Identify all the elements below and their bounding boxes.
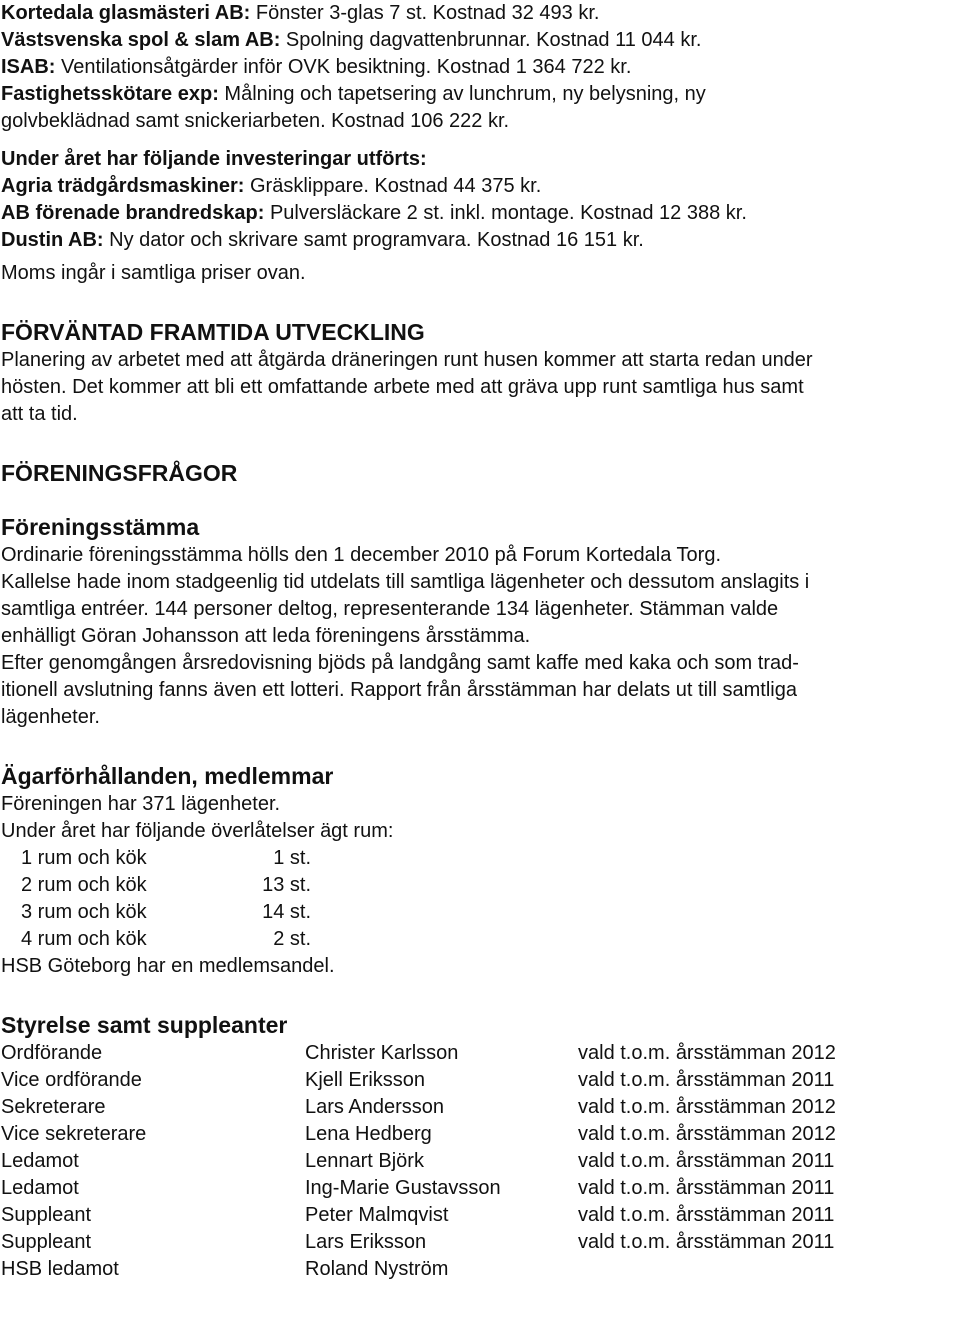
transfer-row: 4 rum och kök 2 st.	[21, 928, 311, 950]
cost-line: Fastighetsskötare exp: Målning och tapetsering av lunchrum, ny belysning, ny	[1, 83, 706, 105]
maintenance-costs	[1, 0, 957, 135]
paragraph-line: Ordinarie föreningsstämma hölls den 1 december 2010 på Forum Kortedala Torg.	[1, 544, 722, 566]
cost-line: Kortedala glasmästeri AB: Fönster 3-glas 7 st. Kostnad 32 493 kr.	[1, 2, 600, 24]
board-row: Suppleant Peter Malmqvist vald t.o.m. årsstämman 2011	[1, 1204, 835, 1226]
paragraph-line: lägenheter.	[1, 706, 100, 728]
investment-line: Agria trädgårdsmaskiner: Gräsklippare. Kostnad 44 375 kr.	[1, 175, 542, 197]
transfer-row: 3 rum och kök 14 st.	[21, 901, 311, 923]
paragraph-line: hösten. Det kommer att bli ett omfattande arbete med att gräva upp runt samtliga hus samt	[1, 376, 804, 398]
investment-line: AB förenade brandredskap: Pulversläckare 2 st. inkl. montage. Kostnad 12 388 kr.	[1, 202, 747, 224]
cost-line: Västsvenska spol & slam AB: Spolning dagvattenbrunnar. Kostnad 11 044 kr.	[1, 29, 702, 51]
board-row: Vice ordförande Kjell Eriksson vald t.o.m. årsstämman 2011	[1, 1069, 835, 1091]
board-row: HSB ledamot Roland Nyström	[1, 1258, 449, 1280]
board-heading: Styrelse samt suppleanter	[1, 1012, 288, 1038]
paragraph-line: att ta tid.	[1, 403, 78, 425]
association-heading: FÖRENINGSFRÅGOR	[1, 460, 238, 486]
board-row: Suppleant Lars Eriksson vald t.o.m. årsstämman 2011	[1, 1231, 835, 1253]
forecast-section	[1, 317, 957, 428]
transfers-intro: Under året har följande överlåtelser ägt rum:	[1, 820, 394, 842]
forecast-heading: FÖRVÄNTAD FRAMTIDA UTVECKLING	[1, 319, 425, 345]
board-section	[1, 1010, 957, 1283]
paragraph-line: Kallelse hade inom stadgeenlig tid utdelats till samtliga lägenheter och dessutom anslagits i	[1, 571, 810, 593]
paragraph-line: itionell avslutning fanns även ett lotteri. Rapport från årsstämman har delats ut till samtliga	[1, 679, 797, 701]
hsb-line: HSB Göteborg har en medlemsandel.	[1, 955, 335, 977]
cost-line: golvbeklädnad samt snickeriarbeten. Kostnad 106 222 kr.	[1, 110, 510, 132]
paragraph-line: Planering av arbetet med att åtgärda dräneringen runt husen kommer att starta redan under	[1, 349, 813, 371]
meeting-heading: Föreningsstämma	[1, 514, 200, 540]
ownership-heading: Ägarförhållanden, medlemmar	[1, 763, 334, 789]
association-section	[1, 458, 957, 731]
board-row: Ordförande Christer Karlsson vald t.o.m. årsstämman 2012	[1, 1042, 836, 1064]
vat-note: Moms ingår i samtliga priser ovan.	[1, 262, 306, 284]
investments-section	[1, 146, 957, 287]
cost-line: ISAB: Ventilationsåtgärder inför OVK besiktning. Kostnad 1 364 722 kr.	[1, 56, 632, 78]
transfer-row: 2 rum och kök 13 st.	[21, 874, 311, 896]
transfer-row: 1 rum och kök 1 st.	[21, 847, 311, 869]
board-row: Sekreterare Lars Andersson vald t.o.m. årsstämman 2012	[1, 1096, 836, 1118]
paragraph-line: samtliga entréer. 144 personer deltog, representerande 134 lägenheter. Stämman valde	[1, 598, 779, 620]
paragraph-line: enhälligt Göran Johansson att leda föreningens årsstämma.	[1, 625, 531, 647]
board-row: Vice sekreterare Lena Hedberg vald t.o.m. årsstämman 2012	[1, 1123, 836, 1145]
investment-line: Dustin AB: Ny dator och skrivare samt programvara. Kostnad 16 151 kr.	[1, 229, 644, 251]
apartments-line: Föreningen har 371 lägenheter.	[1, 793, 281, 815]
board-row: Ledamot Ing-Marie Gustavsson vald t.o.m. årsstämman 2011	[1, 1177, 835, 1199]
board-row: Ledamot Lennart Björk vald t.o.m. årsstämman 2011	[1, 1150, 835, 1172]
paragraph-line: Efter genomgången årsredovisning bjöds på landgång samt kaffe med kaka och som trad-	[1, 652, 799, 674]
investments-heading: Under året har följande investeringar utförts:	[1, 148, 427, 170]
ownership-section	[1, 761, 957, 980]
